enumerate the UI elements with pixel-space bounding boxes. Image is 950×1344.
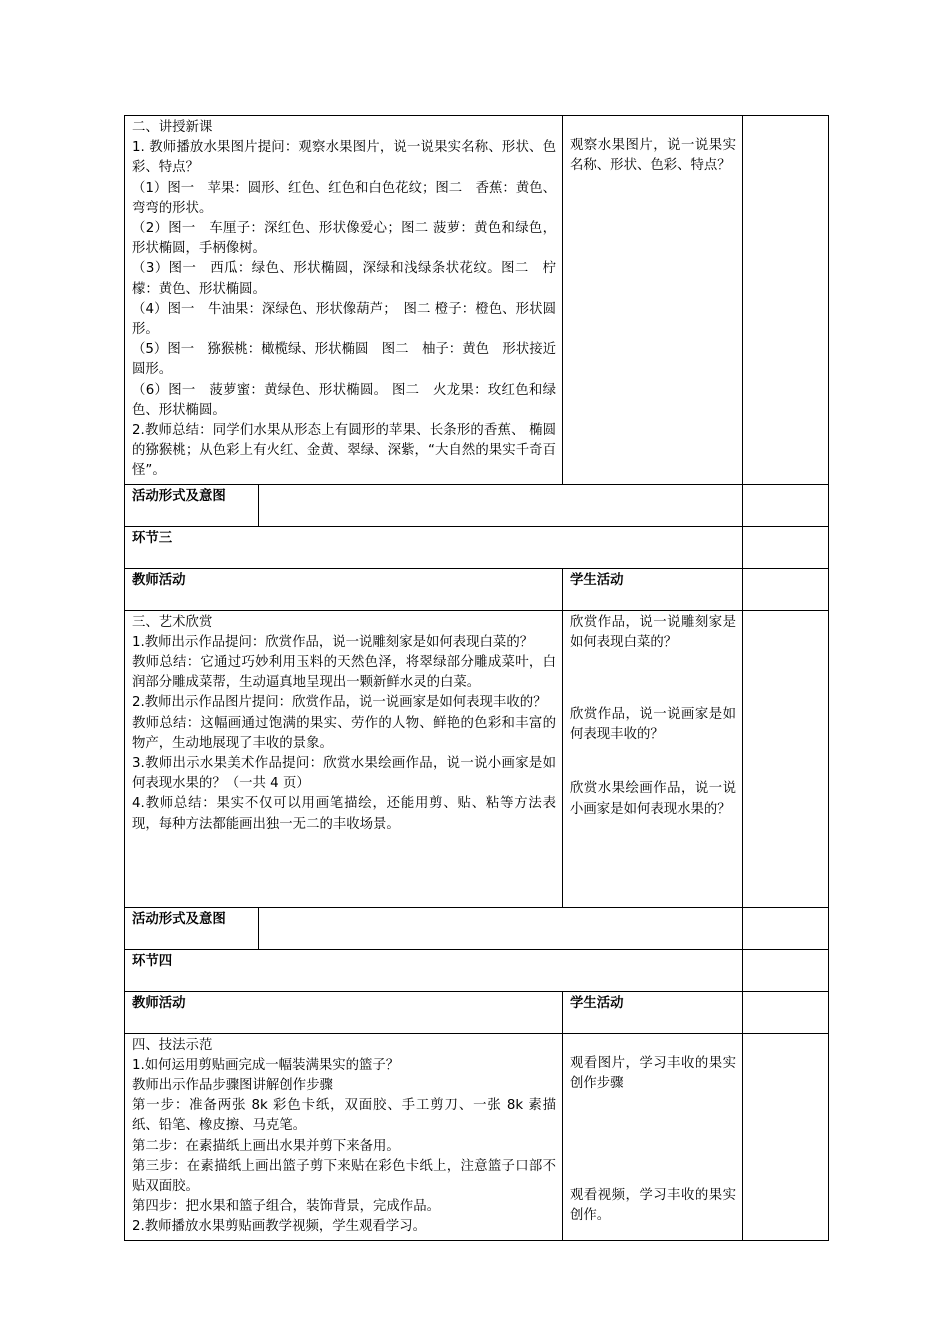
- section2-student-cell: [563, 116, 743, 485]
- empty-cell: [743, 1033, 829, 1240]
- empty-cell: [743, 116, 829, 485]
- text-line: 4.教师总结：果实不仅可以用画笔描绘，还能用剪、贴、粘等方法表现，每种方法都能画出独一无二的丰收场景。: [132, 796, 557, 832]
- activity-header-row-4: [125, 991, 829, 1033]
- empty-cell: [743, 610, 829, 907]
- activity-form-row-1: [125, 484, 829, 526]
- section2-title: 二、讲授新课: [132, 120, 213, 135]
- stage3-label: 环节三: [125, 526, 743, 568]
- activity-form-label: 活动形式及意图: [125, 907, 259, 949]
- text-line: 第四步：把水果和篮子组合，装饰背景，完成作品。: [132, 1199, 440, 1215]
- empty-cell: [259, 484, 743, 526]
- lesson-plan-table: [124, 115, 829, 1241]
- text-line: 2.教师总结：同学们水果从形态上有圆形的苹果、长条形的香蕉、 椭圆的猕猴桃；从色彩上有火红、金黄、翠绿、深紫，“大自然的果实千奇百怪”。: [132, 423, 557, 479]
- text-line: （5）图一 猕猴桃：橄榄绿、形状椭圆 图二 柚子：黄色 形状接近圆形。: [132, 342, 557, 378]
- section4-title: 四、技法示范: [132, 1037, 213, 1053]
- section2-row: [125, 116, 829, 485]
- activity-form-row-2: [125, 907, 829, 949]
- text-line: 1. 教师播放水果图片提问：观察水果图片，说一说果实名称、形状、色彩、特点？: [132, 140, 557, 176]
- text-line: 1.教师出示作品提问：欣赏作品，说一说雕刻家是如何表现白菜的？: [132, 634, 534, 650]
- text-line: （2）图一 车厘子：深红色、形状像爱心；图二 菠萝：黄色和绿色，形状椭圆，手柄像树。: [132, 221, 557, 257]
- section3-teacher-cell: [125, 610, 563, 907]
- text-line: 2.教师播放水果剪贴画教学视频，学生观看学习。: [132, 1219, 426, 1235]
- section3-title: 三、艺术欣赏: [132, 614, 213, 630]
- section4-student-cell: [563, 1033, 743, 1240]
- empty-cell: [743, 949, 829, 991]
- student-text: 欣赏作品，说一说画家是如何表现丰收的？: [570, 707, 737, 743]
- student-text: 欣赏作品，说一说雕刻家是如何表现白菜的？: [570, 614, 737, 650]
- stage4-label: 环节四: [125, 949, 743, 991]
- text-line: （1）图一 苹果：圆形、红色、红色和白色花纹；图二 香蕉：黄色、弯弯的形状。: [132, 180, 557, 216]
- text-line: 3.教师出示水果美术作品提问：欣赏水果绘画作品，说一说小画家是如何表现水果的？（一共 4 页）: [132, 756, 557, 792]
- section4-teacher-cell: [125, 1033, 563, 1240]
- activity-form-label: 活动形式及意图: [125, 484, 259, 526]
- text-line: 第一步：准备两张 8k 彩色卡纸，双面胶、手工剪刀、一张 8k 素描纸、铅笔、橡皮擦、马克笔。: [132, 1098, 557, 1134]
- student-text: 观看图片，学习丰收的果实创作步骤: [570, 1055, 737, 1091]
- text-line: 教师总结：这幅画通过饱满的果实、劳作的人物、鲜艳的色彩和丰富的物产，生动地展现了丰收的景象。: [132, 715, 557, 751]
- stage4-row: [125, 949, 829, 991]
- text-line: 2.教师出示作品图片提问：欣赏作品，说一说画家是如何表现丰收的？: [132, 695, 547, 711]
- stage3-row: [125, 526, 829, 568]
- text-line: （4）图一 牛油果：深绿色、形状像葫芦； 图二 橙子：橙色、形状圆形。: [132, 301, 557, 338]
- teacher-activity-label: 教师活动: [125, 568, 563, 610]
- text-line: 1.如何运用剪贴画完成一幅装满果实的篮子？: [132, 1057, 400, 1073]
- empty-cell: [259, 907, 743, 949]
- text-line: 第二步：在素描纸上画出水果并剪下来备用。: [132, 1138, 400, 1154]
- text-line: 教师总结：它通过巧妙利用玉料的天然色泽，将翠绿部分雕成菜叶，白润部分雕成菜帮，生动逼真地呈现出一颗新鲜水灵的白菜。: [132, 655, 557, 691]
- student-text: 欣赏水果绘画作品，说一说小画家是如何表现水果的？: [570, 781, 737, 817]
- student-activity-label: 学生活动: [563, 991, 743, 1033]
- text-line: 第三步：在素描纸上画出篮子剪下来贴在彩色卡纸上，注意篮子口部不贴双面胶。: [132, 1158, 557, 1195]
- empty-cell: [743, 526, 829, 568]
- text-line: 教师出示作品步骤图讲解创作步骤: [132, 1078, 333, 1094]
- text-line: （3）图一 西瓜：绿色、形状椭圆，深绿和浅绿条状花纹。图二 柠檬：黄色、形状椭圆。: [132, 261, 557, 297]
- section3-row: [125, 610, 829, 907]
- section2-teacher-cell: [125, 116, 563, 485]
- empty-cell: [743, 484, 829, 526]
- section4-row: [125, 1033, 829, 1240]
- teacher-activity-label: 教师活动: [125, 991, 563, 1033]
- student-activity-label: 学生活动: [563, 568, 743, 610]
- section3-student-cell: [563, 610, 743, 907]
- student-text: 观看视频，学习丰收的果实创作。: [570, 1188, 737, 1224]
- empty-cell: [743, 907, 829, 949]
- empty-cell: [743, 568, 829, 610]
- activity-header-row-3: [125, 568, 829, 610]
- student-text: 观察水果图片，说一说果实名称、形状、色彩、特点？: [570, 138, 737, 174]
- text-line: （6）图一 菠萝蜜：黄绿色、形状椭圆。 图二 火龙果：玫红色和绿色、形状椭圆。: [132, 382, 557, 418]
- empty-cell: [743, 991, 829, 1033]
